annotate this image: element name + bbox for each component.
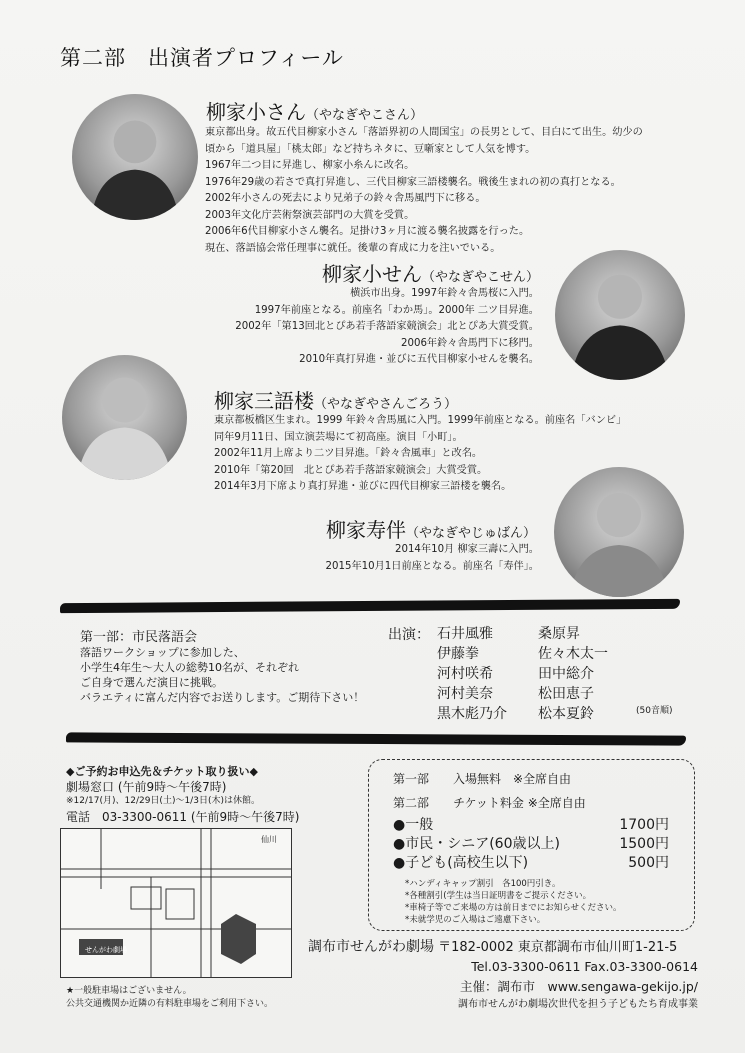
name-reading: （やなぎやじゅばん） bbox=[406, 526, 537, 541]
name-text: 柳家小さん bbox=[206, 100, 306, 124]
part1-desc-line: 落語ワークショップに参加した、 bbox=[80, 646, 245, 659]
venue-project: 調布市せんがわ劇場次世代を担う子どもたち育成事業 bbox=[458, 999, 698, 1010]
ticket-part1: 第一部 入場無料 ※全席自由 bbox=[393, 772, 572, 786]
performer-name bbox=[206, 96, 423, 125]
venue-organizer: 主催：調布市 bbox=[460, 979, 536, 994]
performer-name bbox=[322, 258, 539, 287]
bio-line: 同年9月11日、国立演芸場にて初高座。演目「小町」。 bbox=[214, 431, 463, 443]
map-station-label: 仙川 bbox=[261, 835, 277, 844]
ticket-note: *ハンディキャップ割引 各100円引き。 bbox=[405, 879, 561, 889]
cast-member: 松本夏鈴 bbox=[538, 706, 594, 722]
ticket-notes bbox=[405, 878, 622, 926]
brush-divider bbox=[60, 599, 680, 613]
performer-bio bbox=[326, 542, 539, 575]
bio-line: 2002年小さんの死去により兄弟子の鈴々舎馬風門下に移る。 bbox=[205, 193, 486, 204]
venue-line bbox=[308, 938, 698, 957]
access-map bbox=[60, 828, 292, 978]
name-text: 柳家三語楼 bbox=[214, 389, 314, 413]
bio-line: 頃から「道具屋」「桃太郎」など持ちネタに、豆噺家として人気を博す。 bbox=[205, 143, 536, 155]
price-value: 1500円 bbox=[619, 836, 669, 852]
cast-list-right bbox=[538, 624, 608, 724]
cast-member: 松田恵子 bbox=[538, 686, 594, 702]
portrait-juban bbox=[554, 467, 684, 597]
parking-line: ★一般駐車場はございません。 bbox=[66, 986, 192, 996]
bio-line: 2010年「第20回 北とぴあ若手落語家競演会」大賞受賞。 bbox=[214, 464, 488, 476]
venue-organizer-line bbox=[308, 977, 698, 997]
name-reading: （やなぎやこせん） bbox=[422, 270, 540, 285]
portrait-kosen bbox=[555, 250, 685, 380]
ticket-note: *車椅子等でご来場の方は前日までにお知らせください。 bbox=[405, 903, 622, 913]
cast-member: 河村咲希 bbox=[437, 666, 493, 682]
bio-line: 2006年鈴々舎馬門下に移門。 bbox=[401, 337, 539, 349]
price-row bbox=[393, 833, 693, 852]
order-note: (50音順) bbox=[636, 706, 673, 716]
name-text: 柳家小せん bbox=[322, 262, 422, 286]
bio-line: 1997年前座となる。前座名「わか馬」。2000年 二ツ目昇進。 bbox=[254, 304, 539, 316]
name-reading: （やなぎやさんごろう） bbox=[314, 397, 458, 412]
ticket-note: *各種割引(学生は当日証明書をご提示ください。 bbox=[405, 891, 592, 901]
cast-member: 河村美奈 bbox=[437, 686, 493, 702]
bio-line: 2014年3月下席より真打昇進・並びに四代目柳家三語楼を襲名。 bbox=[214, 481, 512, 492]
price-label: ●子ども(高校生以下) bbox=[393, 855, 529, 871]
price-label: ●一般 bbox=[393, 817, 434, 833]
performer-bio bbox=[235, 286, 539, 369]
bio-line: 2002年「第13回北とぴあ若手落語家競演会」北とぴあ大賞受賞。 bbox=[235, 321, 539, 332]
ticket-box bbox=[368, 759, 695, 931]
bio-line: 1967年二つ目に昇進し、柳家小糸んに改名。 bbox=[205, 160, 415, 171]
bio-line: 横浜市出身。1997年鈴々舎馬桜に入門。 bbox=[350, 288, 539, 299]
cast-member: 佐々木太一 bbox=[538, 646, 608, 662]
price-label: ●市民・シニア(60歳以上) bbox=[393, 836, 560, 852]
bio-line: 2006年6代目柳家小さん襲名。足掛け3ヶ月に渡る襲名披露を行った。 bbox=[205, 226, 530, 237]
cast-member: 石井風雅 bbox=[437, 626, 493, 642]
venue-address: 〒182-0002 東京都調布市仙川町1-21-5 bbox=[438, 940, 678, 955]
map-theater-label: せんがわ劇場 bbox=[85, 946, 127, 954]
performer-name bbox=[214, 385, 457, 414]
cast-member: 伊藤拳 bbox=[437, 646, 479, 662]
bio-line: 2002年11月上席より二ツ目昇進。「鈴々舎風車」と改名。 bbox=[214, 448, 483, 459]
cast-member: 田中総介 bbox=[538, 666, 594, 682]
part1-desc-line: バラエティに富んだ内容でお送りします。ご期待下さい！ bbox=[80, 691, 365, 704]
parking-line: 公共交通機関か近隣の有料駐車場をご利用下さい。 bbox=[66, 999, 274, 1009]
ticket-part2: 第二部 チケット料金 ※全席自由 bbox=[393, 796, 586, 810]
bio-line: 東京都出身。故五代目柳家小さん「落語界初の人間国宝」の長男として、目白にて出生。幼少の bbox=[205, 127, 643, 138]
bio-line: 現在、落語協会常任理事に就任。後輩の育成に力を注いでいる。 bbox=[205, 242, 501, 254]
cast-member: 黒木彪乃介 bbox=[437, 706, 507, 722]
price-list bbox=[393, 814, 693, 871]
ticket-note: *未就学児のご入場はご遠慮下さい。 bbox=[405, 915, 546, 925]
bio-line: 2010年真打昇進・並びに五代目柳家小せんを襲名。 bbox=[299, 354, 539, 365]
cast-list-left bbox=[437, 624, 507, 724]
brush-divider bbox=[66, 732, 686, 745]
price-value: 500円 bbox=[628, 855, 669, 871]
performer-bio bbox=[205, 125, 643, 257]
venue-info bbox=[308, 938, 698, 1013]
price-value: 1700円 bbox=[619, 817, 669, 833]
price-row bbox=[393, 852, 693, 871]
bio-line: 東京都板橋区生まれ。1999 年鈴々舎馬風に入門。1999年前座となる。前座名「バンビ」 bbox=[214, 415, 627, 426]
bio-line: 2003年文化庁芸術祭演芸部門の大賞を受賞。 bbox=[205, 209, 415, 221]
part1-section bbox=[80, 626, 364, 705]
venue-telfax: Tel.03-3300-0611 Fax.03-3300-0614 bbox=[471, 959, 698, 974]
booking-info bbox=[66, 764, 299, 826]
part1-desc-line: ご自身で選んだ演目に挑戦。 bbox=[80, 676, 223, 689]
booking-window: 劇場窓口 (午前9時～午後7時) bbox=[66, 780, 227, 794]
parking-info bbox=[66, 985, 273, 1011]
booking-phone: 電話 03-3300-0611 (午前9時～午後7時) bbox=[66, 810, 300, 824]
booking-holidays: ※12/17(月)、12/29日(土)～1/3日(木)は休館。 bbox=[66, 796, 260, 806]
bio-line: 2014年10月 柳家三壽に入門。 bbox=[394, 544, 539, 555]
price-row bbox=[393, 814, 693, 833]
part1-desc-line: 小学生4年生～大人の総勢10名が、それぞれ bbox=[80, 661, 299, 674]
venue-name: 調布市せんがわ劇場 bbox=[308, 939, 434, 955]
part1-title: 第一部：市民落語会 bbox=[80, 630, 198, 645]
cast-label: 出演： bbox=[388, 627, 430, 643]
bio-line: 2015年10月1日前座となる。前座名「寿伴」。 bbox=[325, 560, 539, 572]
performer-bio bbox=[214, 413, 626, 496]
venue-url[interactable]: www.sengawa-gekijo.jp/ bbox=[547, 979, 698, 994]
bio-line: 1976年29歳の若さで真打昇進し、三代目柳家三語楼襲名。戦後生まれの初の真打となる。 bbox=[205, 176, 621, 188]
name-text: 柳家寿伴 bbox=[326, 518, 406, 542]
booking-heading: ◆ご予約お申込先＆チケット取り扱い◆ bbox=[66, 765, 258, 778]
performer-name bbox=[326, 514, 536, 543]
name-reading: （やなぎやこさん） bbox=[306, 108, 424, 123]
portrait-sangoro bbox=[62, 355, 187, 480]
section-title: 第二部 出演者プロフィール bbox=[60, 46, 344, 70]
cast-member: 桑原昇 bbox=[538, 626, 580, 642]
portrait-kosan bbox=[72, 94, 198, 220]
